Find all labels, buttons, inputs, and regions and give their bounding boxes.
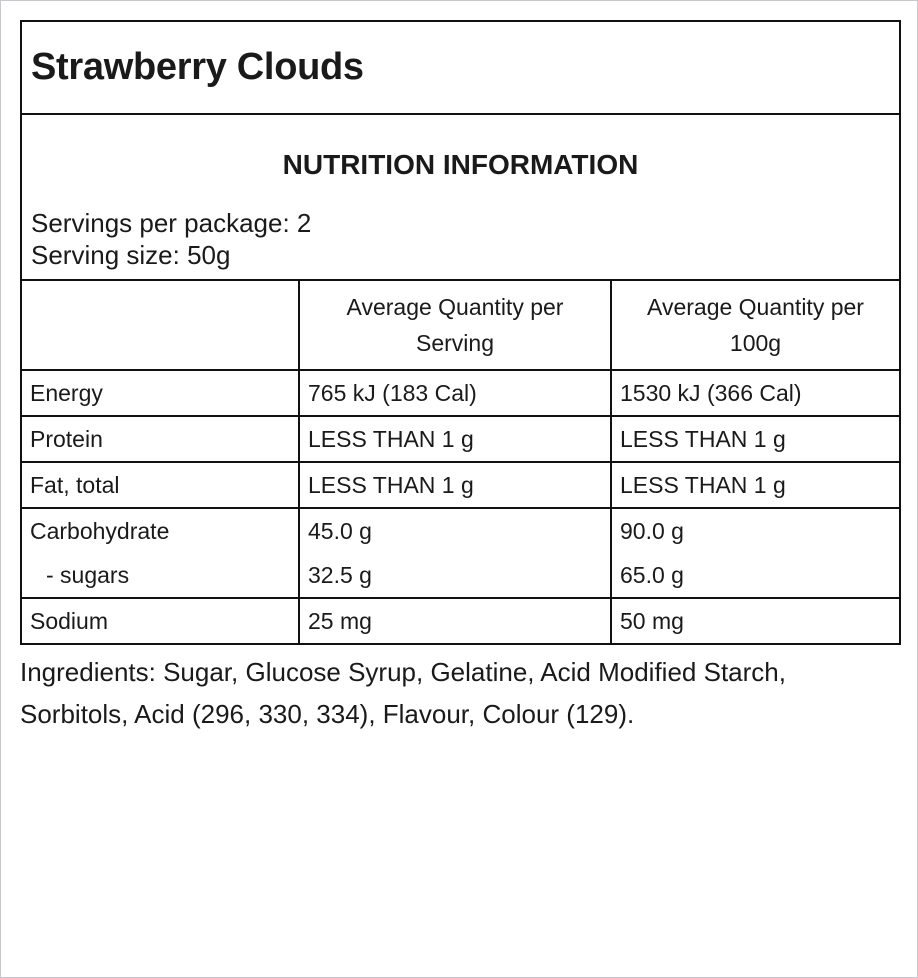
- nutrient-name: Fat, total: [22, 462, 299, 508]
- nutrition-table: [22, 281, 899, 643]
- per-100g-cell: [611, 508, 899, 598]
- servings-info: [31, 207, 311, 271]
- per-serving-value: LESS THAN 1 g: [299, 462, 611, 508]
- per-serving-cell: [299, 508, 611, 598]
- ingredients-text: Ingredients: Sugar, Glucose Syrup, Gelatine, Acid Modified Starch, Sorbitols, Acid (296, 330, 334), Flavour, Colour (129).: [20, 657, 786, 729]
- per-100g-value: 50 mg: [620, 607, 684, 634]
- per-serving-value: 765 kJ (183 Cal): [299, 370, 611, 416]
- table-row-fat: [22, 462, 899, 508]
- nutrient-name: Energy: [22, 370, 299, 416]
- per-serving-value: 25 mg: [299, 598, 611, 643]
- header-nutrient: [22, 281, 299, 370]
- per-100g-value: 1530 kJ (366 Cal): [611, 370, 899, 416]
- per-serving-value: 45.0 g: [308, 518, 372, 544]
- header-per-100g: Average Quantity per 100g: [611, 281, 899, 370]
- sub-per-serving-value: 32.5 g: [308, 562, 372, 588]
- per-100g-value: LESS THAN 1 g: [611, 462, 899, 508]
- table-header-row: [22, 281, 899, 370]
- servings-per-package: Servings per package: 2: [31, 208, 312, 238]
- nutrition-heading: NUTRITION INFORMATION: [282, 149, 639, 180]
- sub-per-100g-value: 65.0 g: [620, 562, 684, 588]
- table-row-carbohydrate: [22, 508, 899, 598]
- nutrient-name: Sodium: [22, 598, 299, 643]
- table-row-sodium: [22, 598, 899, 643]
- serving-size: Serving size: 50g: [31, 240, 231, 270]
- sub-nutrient-name: - sugars: [46, 562, 130, 588]
- table-row-protein: [22, 416, 899, 462]
- table-row-energy: [22, 370, 899, 416]
- nutrition-panel: [20, 20, 901, 645]
- nutrient-name-cell: [22, 508, 299, 598]
- nutrient-name: Protein: [22, 416, 299, 462]
- per-100g-value: 90.0 g: [620, 518, 684, 544]
- product-title: Strawberry Clouds: [22, 22, 899, 115]
- header-per-serving: Average Quantity per Serving: [299, 281, 611, 370]
- per-serving-value: LESS THAN 1 g: [299, 416, 611, 462]
- nutrient-name: Carbohydrate: [30, 518, 170, 544]
- nutrition-info-block: [22, 115, 899, 281]
- per-100g-value: LESS THAN 1 g: [611, 416, 899, 462]
